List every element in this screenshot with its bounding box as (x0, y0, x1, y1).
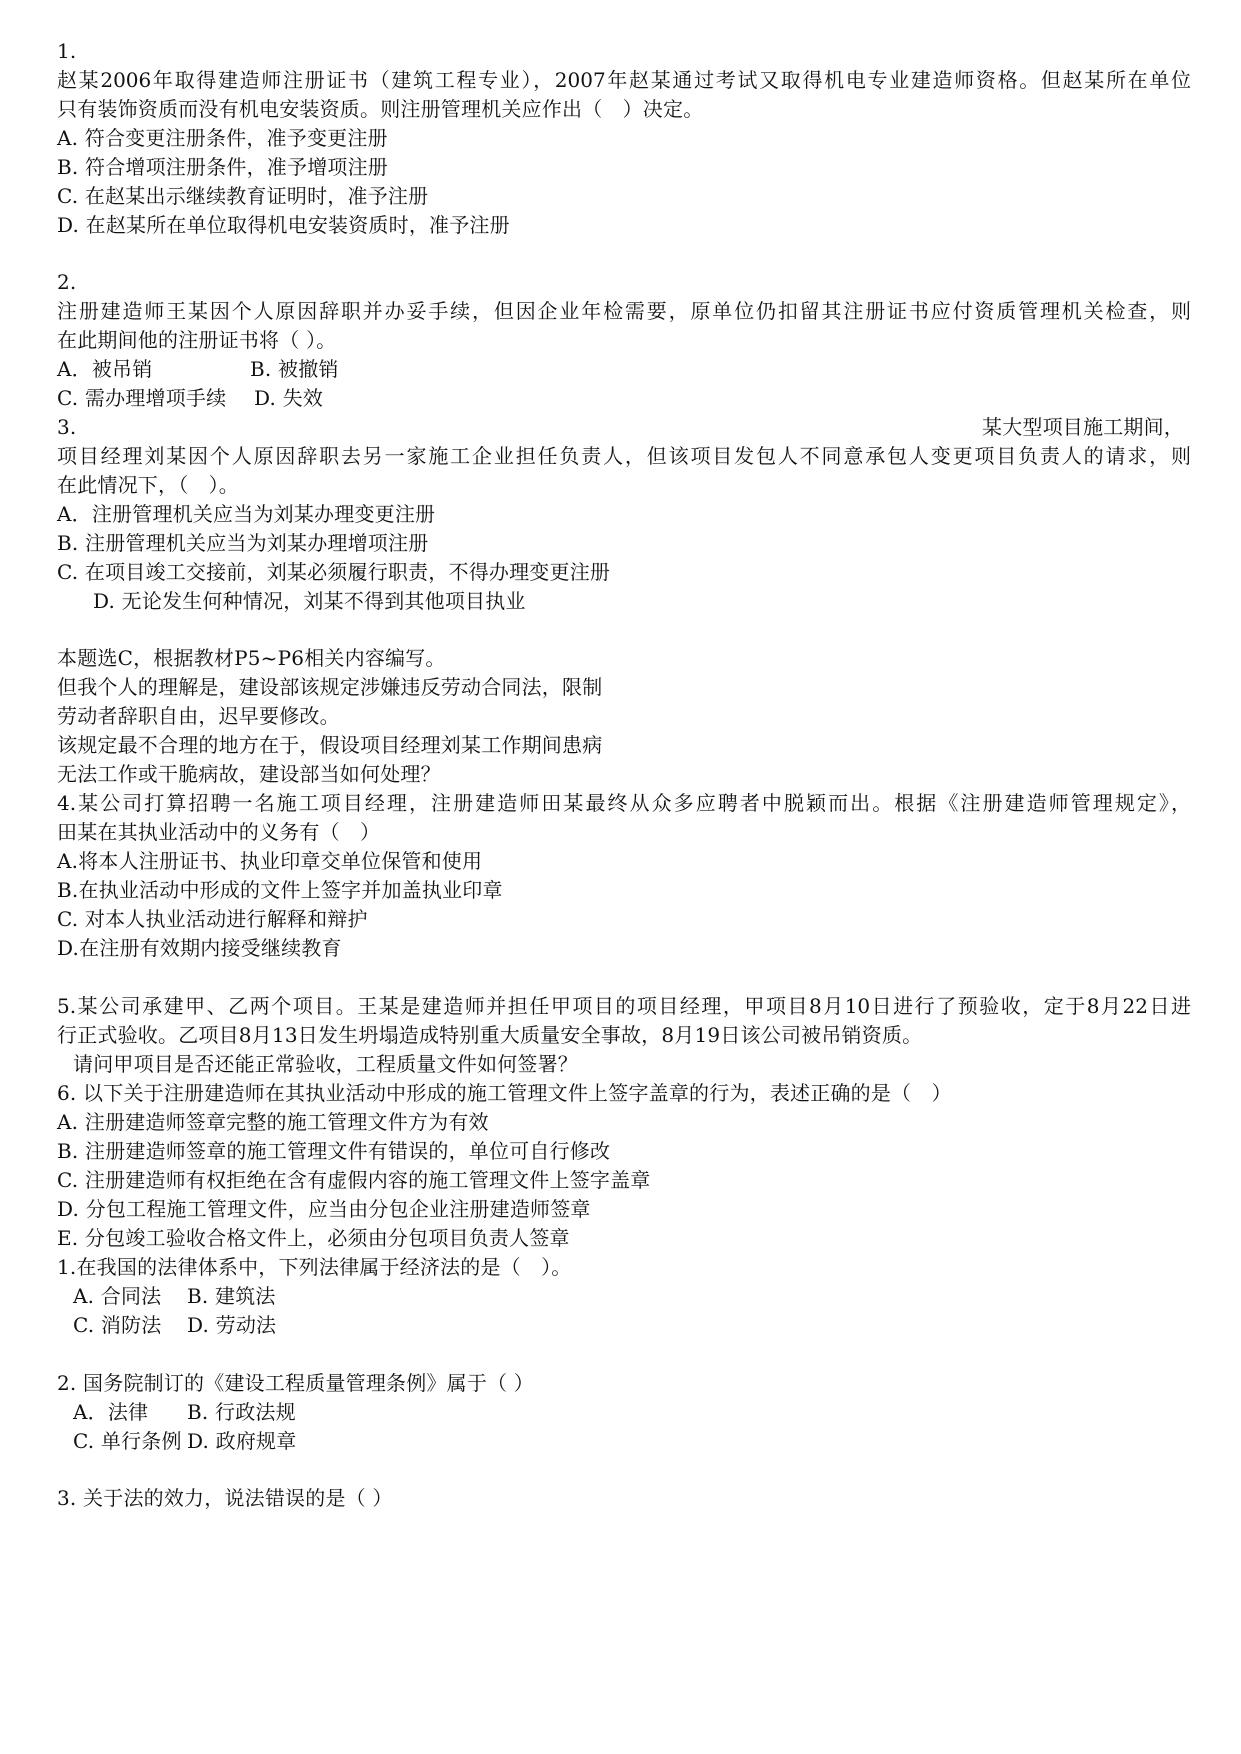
q1-option-b: B. 符合增项注册条件，准予增项注册 (57, 155, 389, 179)
q1-option-c: C. 在赵某出示继续教育证明时，准予注册 (57, 184, 429, 208)
p2-option-c: C. 单行条例 (73, 1429, 182, 1453)
q4-option-c: C. 对本人执业活动进行解释和辩护 (57, 907, 368, 931)
q3-option-d: D. 无论发生何种情况，刘某不得到其他项目执业 (93, 589, 526, 613)
q4-option-b: B.在执业活动中形成的文件上签字并加盖执业印章 (57, 878, 503, 902)
q4-option-a: A.将本人注册证书、执业印章交单位保管和使用 (57, 849, 483, 873)
q3-number: 3. (57, 415, 77, 439)
p1-stem: 1.在我国的法律体系中，下列法律属于经济法的是（ ）。 (57, 1255, 572, 1279)
p1-option-a: A. 合同法 (73, 1284, 162, 1308)
q1-stem-line1: 赵某2006年取得建造师注册证书（建筑工程专业），2007年赵某通过考试又取得机电专业建造师资格。但赵某所在单位 (57, 68, 1191, 92)
q6-option-d: D. 分包工程施工管理文件，应当由分包企业注册建造师签章 (57, 1197, 591, 1221)
note-line: 该规定最不合理的地方在于，假设项目经理刘某工作期间患病 (57, 733, 603, 757)
q4-stem-line1: 4.某公司打算招聘一名施工项目经理，注册建造师田某最终从众多应聘者中脱颖而出。根据《注册建造师管理规定》， (57, 791, 1191, 815)
note-line: 劳动者辞职自由，迟早要修改。 (57, 704, 340, 728)
q4-option-d: D.在注册有效期内接受继续教育 (57, 936, 342, 960)
q6-stem: 6. 以下关于注册建造师在其执业活动中形成的施工管理文件上签字盖章的行为，表述正确的是（ ） (57, 1081, 952, 1105)
q2-stem-line2: 在此期间他的注册证书将（ ）。 (57, 328, 337, 352)
p1-option-c: C. 消防法 (73, 1313, 162, 1337)
q2-option-b: B. 被撤销 (250, 357, 339, 381)
q2-option-a: A．被吊销 (57, 357, 153, 381)
q5-stem-line3: 请问甲项目是否还能正常验收，工程质量文件如何签署？ (73, 1052, 578, 1076)
q1-option-a: A. 符合变更注册条件，准予变更注册 (57, 126, 388, 150)
note-line: 本题选C，根据教材P5~P6相关内容编写。 (57, 646, 446, 670)
q2-option-c: C. 需办理增项手续 (57, 386, 227, 410)
q2-option-d: D. 失效 (254, 386, 324, 410)
p1-option-b: B. 建筑法 (187, 1284, 276, 1308)
q6-option-a: A. 注册建造师签章完整的施工管理文件方为有效 (57, 1110, 489, 1134)
q1-stem-line2: 只有装饰资质而没有机电安装资质。则注册管理机关应作出（ ）决定。 (57, 97, 704, 121)
q1-option-d: D. 在赵某所在单位取得机电安装资质时，准予注册 (57, 213, 510, 237)
q3-stem-head: 某大型项目施工期间， (982, 415, 1184, 439)
q3-stem-line2: 在此情况下，（ ）。 (57, 473, 239, 497)
p2-option-b: B. 行政法规 (187, 1400, 296, 1424)
q6-option-b: B. 注册建造师签章的施工管理文件有错误的，单位可自行修改 (57, 1139, 611, 1163)
q4-stem-line2: 田某在其执业活动中的义务有（ ） (57, 820, 381, 844)
q5-stem-line2: 行正式验收。乙项目8月13日发生坍塌造成特别重大质量安全事故，8月19日该公司被吊销资质。 (57, 1023, 923, 1047)
q2-number: 2. (57, 270, 77, 294)
p1-option-d: D. 劳动法 (187, 1313, 277, 1337)
note-line: 无法工作或干脆病故，建设部当如何处理？ (57, 762, 441, 786)
p2-stem: 2. 国务院制订的《建设工程质量管理条例》属于（ ） (57, 1371, 534, 1395)
q3-option-a: A．注册管理机关应当为刘某办理变更注册 (57, 502, 436, 526)
q3-option-c: C. 在项目竣工交接前，刘某必须履行职责，不得办理变更注册 (57, 560, 611, 584)
q6-option-c: C. 注册建造师有权拒绝在含有虚假内容的施工管理文件上签字盖章 (57, 1168, 651, 1192)
q1-number: 1. (57, 39, 77, 63)
p3-stem: 3. 关于法的效力，说法错误的是（ ） (57, 1486, 393, 1510)
q6-option-e: E. 分包竣工验收合格文件上，必须由分包项目负责人签章 (57, 1226, 570, 1250)
q3-stem-line1: 项目经理刘某因个人原因辞职去另一家施工企业担任负责人，但该项目发包人不同意承包人变更项目负责人的请求，则 (57, 444, 1191, 468)
p2-option-d: D. 政府规章 (187, 1429, 297, 1453)
p2-option-a: A．法律 (73, 1400, 149, 1424)
q3-option-b: B. 注册管理机关应当为刘某办理增项注册 (57, 531, 429, 555)
q2-stem-line1: 注册建造师王某因个人原因辞职并办妥手续，但因企业年检需要，原单位仍扣留其注册证书应付资质管理机关检查，则 (57, 299, 1191, 323)
q5-stem-line1: 5.某公司承建甲、乙两个项目。王某是建造师并担任甲项目的项目经理，甲项目8月10日进行了预验收，定于8月22日进 (57, 994, 1191, 1018)
note-line: 但我个人的理解是，建设部该规定涉嫌违反劳动合同法，限制 (57, 675, 603, 699)
